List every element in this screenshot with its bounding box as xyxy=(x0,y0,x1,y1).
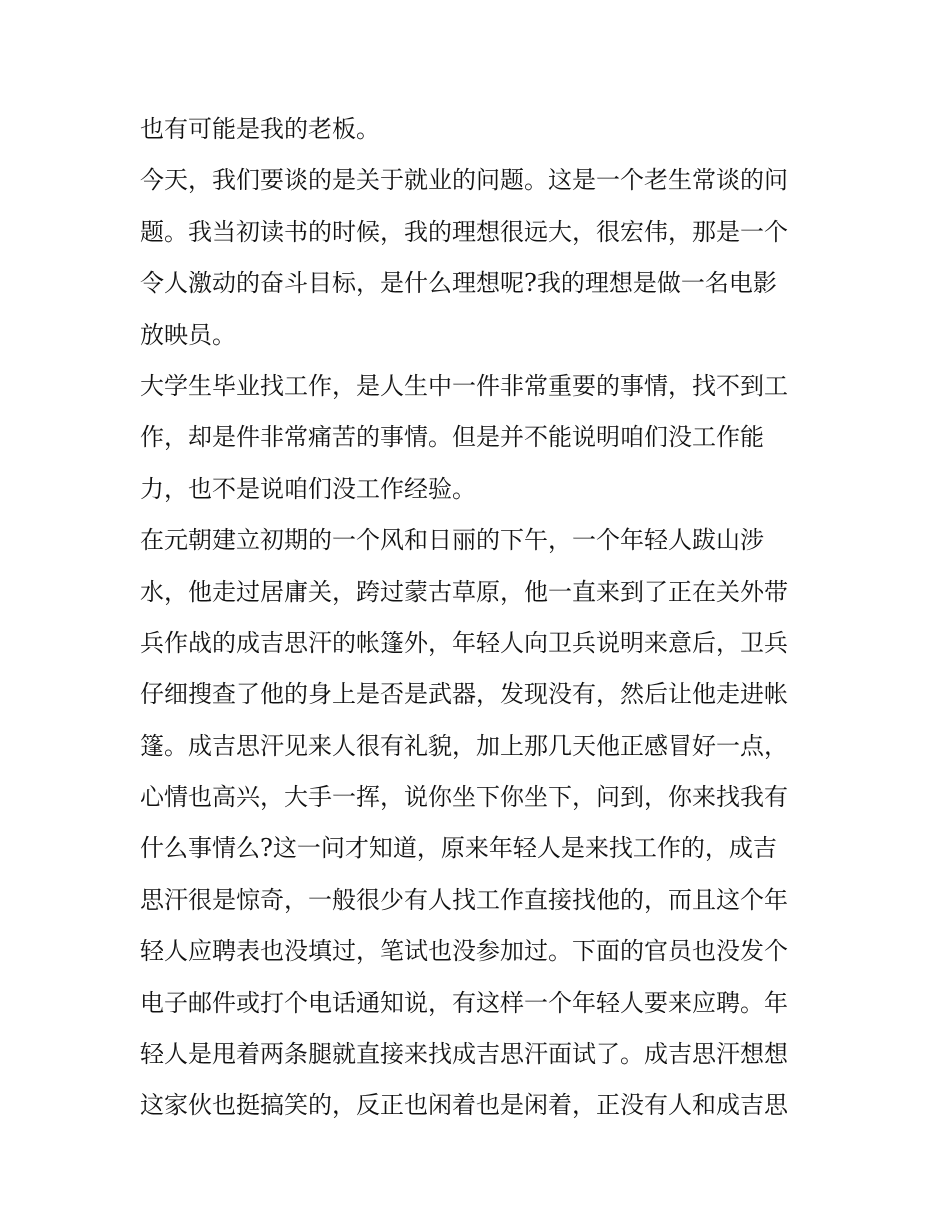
text-line: 思汗很是惊奇，一般很少有人找工作直接找他的，而且这个年 xyxy=(140,885,788,914)
text-line: 电子邮件或打个电话通知说，有这样一个年轻人要来应聘。年 xyxy=(140,988,788,1017)
text-line: 放映员。 xyxy=(140,320,236,349)
text-line: 题。我当初读书的时候，我的理想很远大，很宏伟，那是一个 xyxy=(140,217,788,246)
text-line: 仔细搜查了他的身上是否是武器，发现没有，然后让他走进帐 xyxy=(140,680,788,709)
text-line: 力，也不是说咱们没工作经验。 xyxy=(140,474,476,503)
text-line: 在元朝建立初期的一个风和日丽的下午，一个年轻人跋山涉 xyxy=(140,526,764,555)
text-line: 大学生毕业找工作，是人生中一件非常重要的事情，找不到工 xyxy=(140,371,788,400)
text-line: 兵作战的成吉思汗的帐篷外，年轻人向卫兵说明来意后，卫兵 xyxy=(140,628,788,657)
text-line: 什么事情么?这一问才知道，原来年轻人是来找工作的，成吉 xyxy=(140,834,777,863)
text-line: 轻人应聘表也没填过，笔试也没参加过。下面的官员也没发个 xyxy=(140,937,788,966)
text-line: 作，却是件非常痛苦的事情。但是并不能说明咱们没工作能 xyxy=(140,423,764,452)
text-line: 今天，我们要谈的是关于就业的问题。这是一个老生常谈的问 xyxy=(140,166,788,195)
text-line: 心情也高兴，大手一挥，说你坐下你坐下，问到，你来找我有 xyxy=(140,783,788,812)
text-line: 这家伙也挺搞笑的，反正也闲着也是闲着，正没有人和成吉思 xyxy=(140,1091,788,1120)
text-line: 篷。成吉思汗见来人很有礼貌，加上那几天他正感冒好一点， xyxy=(140,731,788,760)
document-body xyxy=(140,104,812,1132)
text-line: 令人激动的奋斗目标，是什么理想呢?我的理想是做一名电影 xyxy=(140,269,777,298)
text-line: 轻人是甩着两条腿就直接来找成吉思汗面试了。成吉思汗想想 xyxy=(140,1040,788,1069)
text-line: 也有可能是我的老板。 xyxy=(140,115,380,143)
text-line: 水，他走过居庸关，跨过蒙古草原，他一直来到了正在关外带 xyxy=(140,577,788,606)
